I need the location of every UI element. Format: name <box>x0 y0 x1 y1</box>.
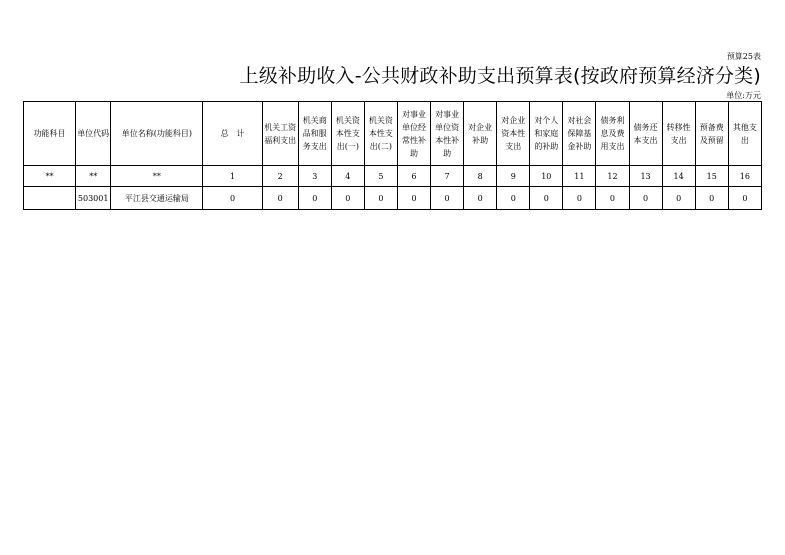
index-cell: 10 <box>530 166 563 187</box>
column-header: 单位代码 <box>76 102 111 166</box>
table-number-label: 预算25表 <box>726 52 761 61</box>
function-subject-cell <box>24 187 76 210</box>
index-cell: 1 <box>203 166 262 187</box>
column-header: 对社会保障基金补助 <box>563 102 596 166</box>
column-header: 债务利息及费用支出 <box>596 102 629 166</box>
column-header: 对企业补助 <box>464 102 497 166</box>
index-cell: 16 <box>728 166 761 187</box>
value-cell: 0 <box>331 187 364 210</box>
value-cell: 0 <box>298 187 331 210</box>
index-cell: 8 <box>464 166 497 187</box>
value-cell: 0 <box>497 187 530 210</box>
column-header: 机关资本性支出(一) <box>331 102 364 166</box>
index-cell: 4 <box>331 166 364 187</box>
value-cell: 0 <box>695 187 728 210</box>
index-cell: ** <box>111 166 203 187</box>
unit-label: 单位:万元 <box>726 91 761 100</box>
value-cell: 0 <box>728 187 761 210</box>
value-cell: 0 <box>662 187 695 210</box>
index-cell: 3 <box>298 166 331 187</box>
value-cell: 0 <box>530 187 563 210</box>
page-title: 上级补助收入-公共财政补助支出预算表(按政府预算经济分类) <box>239 65 761 87</box>
column-header: 总 计 <box>203 102 262 166</box>
column-header: 单位名称(功能科目) <box>111 102 203 166</box>
column-header: 对事业单位经常性补助 <box>397 102 430 166</box>
column-header: 对个人和家庭的补助 <box>530 102 563 166</box>
value-cell: 0 <box>431 187 464 210</box>
table-row <box>24 187 762 210</box>
value-cell: 0 <box>563 187 596 210</box>
column-header: 债务还本支出 <box>629 102 662 166</box>
column-header: 功能科目 <box>24 102 76 166</box>
value-cell: 0 <box>364 187 397 210</box>
value-cell: 0 <box>203 187 262 210</box>
index-cell: 13 <box>629 166 662 187</box>
column-header: 机关工资福利支出 <box>262 102 298 166</box>
index-cell: 2 <box>262 166 298 187</box>
index-cell: ** <box>76 166 111 187</box>
index-cell: 9 <box>497 166 530 187</box>
value-cell: 0 <box>397 187 430 210</box>
column-header: 其他支出 <box>728 102 761 166</box>
column-header: 对事业单位资本性补助 <box>431 102 464 166</box>
index-cell: 7 <box>431 166 464 187</box>
value-cell: 0 <box>464 187 497 210</box>
table-header-row <box>24 102 762 166</box>
column-header: 转移性支出 <box>662 102 695 166</box>
index-cell: 12 <box>596 166 629 187</box>
index-cell: 6 <box>397 166 430 187</box>
value-cell: 0 <box>629 187 662 210</box>
column-index-row <box>24 166 762 187</box>
value-cell: 0 <box>596 187 629 210</box>
column-header: 机关商品和服务支出 <box>298 102 331 166</box>
index-cell: 5 <box>364 166 397 187</box>
unit-code-cell: 503001 <box>76 187 111 210</box>
column-header: 对企业资本性支出 <box>497 102 530 166</box>
value-cell: 0 <box>262 187 298 210</box>
index-cell: 15 <box>695 166 728 187</box>
index-cell: 14 <box>662 166 695 187</box>
index-cell: ** <box>24 166 76 187</box>
unit-name-cell: 平江县交通运输局 <box>111 187 203 210</box>
column-header: 预备费及预留 <box>695 102 728 166</box>
column-header: 机关资本性支出(二) <box>364 102 397 166</box>
budget-table <box>23 101 762 210</box>
index-cell: 11 <box>563 166 596 187</box>
